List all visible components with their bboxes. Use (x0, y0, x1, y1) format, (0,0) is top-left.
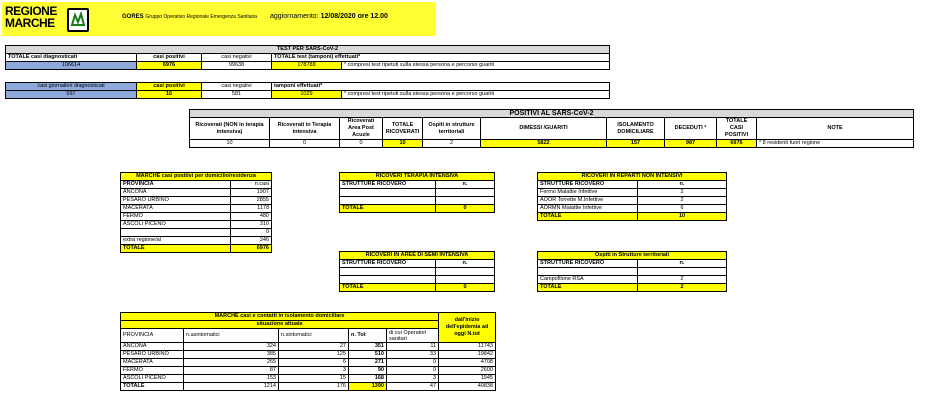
daily-v-tamponi: 1029 (272, 91, 342, 99)
province-val: 310 (231, 221, 272, 229)
org-name: GORES (122, 14, 144, 20)
iso-tot: 351 (349, 343, 387, 351)
org-line (122, 14, 257, 20)
ti-h-strutture: STRUTTURE RICOVERO (340, 181, 436, 189)
daily-h-diag: casi giornalieri diagnosticati (6, 83, 137, 91)
iso-asint: 385 (184, 351, 279, 359)
pos-h-ospiti: Ospiti in strutture territoriali (423, 118, 481, 140)
ospiti-h-strutture: STRUTTURE RICOVERO (538, 260, 638, 268)
test-v-negativi: 99638 (202, 62, 272, 70)
test-h-positivi: casi positivi (137, 54, 202, 62)
iso-oper: 0 (387, 367, 439, 375)
table-row (121, 343, 496, 351)
pos-v-dimessi: 5822 (481, 140, 607, 148)
daily-note: * compresi test ripetuti sulla stessa persona e percorso guariti (342, 91, 610, 99)
province-val: 1178 (231, 205, 272, 213)
iso-start: 2600 (439, 367, 496, 375)
logo-line2: MARCHE (5, 16, 55, 30)
test-h-totale: TOTALE casi diagnosticati (6, 54, 137, 62)
table-row (121, 197, 272, 205)
reparti-val: 2 (638, 189, 727, 197)
iso-start: 19842 (439, 351, 496, 359)
province-val: 480 (231, 213, 272, 221)
table-row (121, 359, 496, 367)
iso-total-name: TOTALE (121, 383, 184, 391)
org-full-name: Gruppo Operativo Regionale Emergenza Sanitaria (145, 14, 258, 20)
reparti-name: AORMN Malattie Infettive (538, 205, 638, 213)
ospiti-total-label: TOTALE (538, 284, 638, 292)
test-title: TEST PER SARS-CoV-2 (6, 46, 610, 54)
iso-name: PESARO URBINO (121, 351, 184, 359)
pos-v-totale-pos: 6976 (717, 140, 757, 148)
iso-name: FERMO (121, 367, 184, 375)
logo-line1: REGIONE (5, 4, 57, 18)
iso-oper: 33 (387, 351, 439, 359)
reparti-total-val: 10 (638, 213, 727, 221)
ti-title: RICOVERI TERAPIA INTENSIVA (340, 173, 495, 181)
iso-asint: 153 (184, 375, 279, 383)
ospiti-h-n: n. (638, 260, 727, 268)
table-row (538, 205, 727, 213)
iso-oper: 3 (387, 375, 439, 383)
table-row (121, 189, 272, 197)
pos-v-ric-non-int: 10 (190, 140, 270, 148)
iso-sint: 6 (279, 359, 349, 367)
ti-total-label: TOTALE (340, 205, 436, 213)
iso-sint: 27 (279, 343, 349, 351)
daily-v-negativi: 581 (202, 91, 272, 99)
ospiti-name: Campofilone RSA (538, 276, 638, 284)
semi-total-val: 0 (436, 284, 495, 292)
pos-h-ric-int: Ricoverati in Terapia intensiva (270, 118, 340, 140)
iso-name: ANCONA (121, 343, 184, 351)
pos-v-totale-ric: 10 (383, 140, 423, 148)
iso-oper: 0 (387, 359, 439, 367)
pos-v-ospiti: 2 (423, 140, 481, 148)
semi-h-strutture: STRUTTURE RICOVERO (340, 260, 436, 268)
province-h-prov: PROVINCIA (121, 181, 231, 189)
positivi-table (189, 109, 914, 148)
isolamento-h-prov: PROVINCIA (121, 329, 184, 343)
pos-v-isolamento: 157 (607, 140, 665, 148)
daily-h-tamponi: tamponi effettuati* (272, 83, 610, 91)
update-label: aggiornamento: (270, 13, 319, 20)
iso-name: MACERATA (121, 359, 184, 367)
header-bar (2, 2, 436, 36)
semi-h-n: n. (436, 260, 495, 268)
table-row (538, 197, 727, 205)
semi-total-label: TOTALE (340, 284, 436, 292)
table-row (121, 237, 272, 245)
ti-table (339, 172, 495, 213)
pos-h-note: NOTE (757, 118, 914, 140)
daily-h-positivi: casi positivi (137, 83, 202, 91)
pos-v-ric-post: 0 (340, 140, 383, 148)
province-val: 246 (231, 237, 272, 245)
iso-asint: 87 (184, 367, 279, 375)
province-name: MACERATA (121, 205, 231, 213)
semi-title: RICOVERI IN AREE DI SEMI INTENSIVA (340, 252, 495, 260)
test-h-tamponi: TOTALE test (tamponi) effettuati* (272, 54, 610, 62)
province-name: extra regione/al (121, 237, 231, 245)
isolamento-h-tot: n. Tot (349, 329, 387, 343)
update-line (270, 13, 388, 20)
isolamento-subtitle: situazione attuale (121, 321, 439, 329)
province-total-val: 6976 (231, 245, 272, 253)
pos-h-isolamento: ISOLAMENTO DOMICILIARE (607, 118, 665, 140)
table-row-total (121, 383, 496, 391)
table-row (121, 229, 272, 237)
iso-tot: 510 (349, 351, 387, 359)
iso-total-sint: 176 (279, 383, 349, 391)
province-title: MARCHE casi positivi per domicilio/residenza (121, 173, 272, 181)
pos-h-ric-non-int: Ricoverati (NON in terapia intensiva) (190, 118, 270, 140)
test-v-positivi: 6976 (137, 62, 202, 70)
iso-asint: 324 (184, 343, 279, 351)
table-row (538, 189, 727, 197)
table-row (121, 205, 272, 213)
reparti-table (537, 172, 727, 221)
iso-sint: 125 (279, 351, 349, 359)
ospiti-val: 2 (638, 276, 727, 284)
iso-total-oper: 47 (387, 383, 439, 391)
reparti-h-n: n. (638, 181, 727, 189)
daily-table (5, 82, 610, 99)
test-note: * compresi test ripetuti sulla stessa persona e percorso guariti (342, 62, 610, 70)
province-name: ANCONA (121, 189, 231, 197)
test-v-tamponi: 178788 (272, 62, 342, 70)
reparti-val: 2 (638, 197, 727, 205)
reparti-name: Fermo Malattie Infettive (538, 189, 638, 197)
iso-total-start: 40838 (439, 383, 496, 391)
iso-oper: 11 (387, 343, 439, 351)
isolamento-h-asint: n.asintomatici (184, 329, 279, 343)
iso-asint: 265 (184, 359, 279, 367)
table-row (121, 375, 496, 383)
pos-h-totale-pos: TOTALE CASI POSITIVI (717, 118, 757, 140)
semi-table (339, 251, 495, 292)
ospiti-total-val: 2 (638, 284, 727, 292)
iso-start: 4708 (439, 359, 496, 367)
table-row (121, 367, 496, 375)
province-val: 0 (231, 229, 272, 237)
table-row (538, 276, 727, 284)
isolamento-h-oper: di cui Operatori sanitari (387, 329, 439, 343)
test-table (5, 45, 610, 70)
reparti-h-strutture: STRUTTURE RICOVERO (538, 181, 638, 189)
province-table (120, 172, 272, 253)
reparti-name: AOOR Torrette M.Infettive (538, 197, 638, 205)
province-name: PESARO URBINO (121, 197, 231, 205)
isolamento-h-start: dall'inizio dell'epidemia ad oggi N.tot (439, 313, 496, 343)
province-name: ASCOLI PICENO (121, 221, 231, 229)
isolamento-table (120, 312, 496, 391)
daily-v-diag: 597 (6, 91, 137, 99)
pos-h-ric-post: Ricoverati Area Post Acuzie (340, 118, 383, 140)
logo-emblem-icon (67, 8, 89, 32)
daily-h-negativi: casi negativi (202, 83, 272, 91)
province-name: FERMO (121, 213, 231, 221)
ti-h-n: n. (436, 181, 495, 189)
iso-tot: 168 (349, 375, 387, 383)
update-value: 12/08/2020 ore 12.00 (320, 13, 388, 20)
table-row (121, 351, 496, 359)
province-h-casi: n.casi (231, 181, 272, 189)
iso-name: ASCOLI PICENO (121, 375, 184, 383)
test-h-negativi: casi negativi (202, 54, 272, 62)
ospiti-table (537, 251, 727, 292)
daily-v-positivi: 16 (137, 91, 202, 99)
reparti-val: 6 (638, 205, 727, 213)
ti-total-val: 0 (436, 205, 495, 213)
pos-h-totale-ric: TOTALE RICOVERATI (383, 118, 423, 140)
isolamento-title: MARCHE casi e contatti in isolamento domiciliare (121, 313, 439, 321)
ospiti-title: Ospiti in Strutture territoriali (538, 252, 727, 260)
iso-start: 1945 (439, 375, 496, 383)
table-row (121, 221, 272, 229)
regione-marche-logo (5, 5, 91, 33)
province-val: 2855 (231, 197, 272, 205)
province-val: 1907 (231, 189, 272, 197)
iso-tot: 271 (349, 359, 387, 367)
iso-total-asint: 1214 (184, 383, 279, 391)
table-row (121, 213, 272, 221)
iso-sint: 15 (279, 375, 349, 383)
positivi-title: POSITIVI AL SARS-CoV-2 (190, 110, 914, 118)
iso-tot: 90 (349, 367, 387, 375)
pos-v-note: * 8 residenti fuori regione (757, 140, 914, 148)
pos-h-deceduti: DECEDUTI * (665, 118, 717, 140)
iso-start: 11743 (439, 343, 496, 351)
iso-total-tot: 1390 (349, 383, 387, 391)
reparti-title: RICOVERI IN REPARTI NON INTENSIVI (538, 173, 727, 181)
pos-h-dimessi: DIMESSI /GUARITI (481, 118, 607, 140)
test-v-totale: 106614 (6, 62, 137, 70)
iso-sint: 3 (279, 367, 349, 375)
province-total-label: TOTALE (121, 245, 231, 253)
pos-v-deceduti: 987 (665, 140, 717, 148)
pos-v-ric-int: 0 (270, 140, 340, 148)
reparti-total-label: TOTALE (538, 213, 638, 221)
province-name (121, 229, 231, 237)
isolamento-h-sint: n.sintomatici (279, 329, 349, 343)
